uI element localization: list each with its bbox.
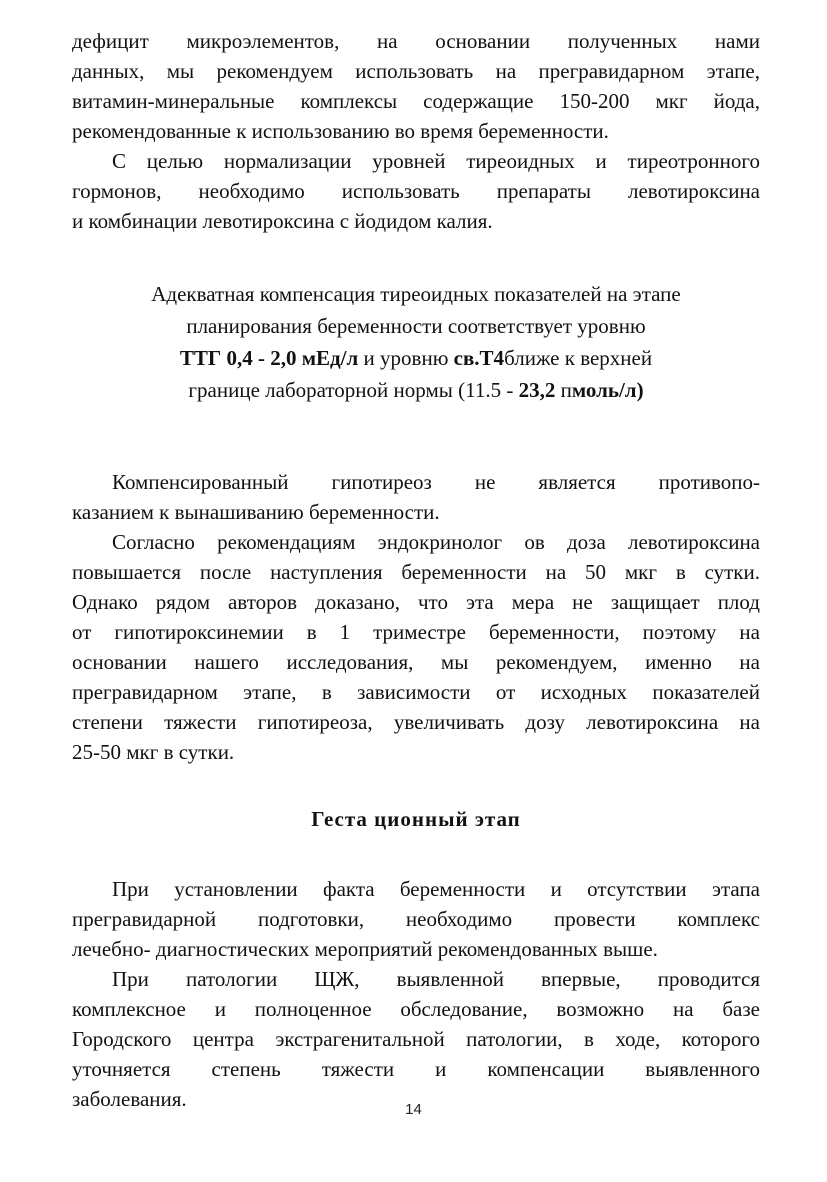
paragraph-line: рекомендованные к использованию во время беременности.	[72, 119, 609, 143]
paragraph-line: прегравидарном этапе, в зависимости от исходных показателей	[72, 680, 760, 704]
highlight-line	[72, 342, 760, 374]
text-block-top	[72, 26, 760, 236]
highlight-line: планирования беременности соответствует уровню	[186, 314, 646, 338]
paragraph-line: основании нашего исследования, мы рекомендуем, именно на	[72, 650, 760, 674]
paragraph-line: Однако рядом авторов доказано, что эта мера не защищает плод	[72, 590, 760, 614]
ft4-unit: моль/л)	[571, 378, 644, 402]
section-heading: Геста ционный этап	[311, 807, 521, 831]
highlight-text: границе лабораторной нормы (11.5 -	[188, 378, 519, 402]
highlight-text: и уровню	[358, 346, 454, 370]
paragraph-line: заболевания.	[72, 1087, 187, 1111]
paragraph-line: Городского центра экстрагенитальной патологии, в ходе, которого	[72, 1027, 760, 1051]
paragraph-line: степени тяжести гипотиреоза, увеличивать дозу левотироксина на	[72, 710, 760, 734]
paragraph-line: гормонов, необходимо использовать препараты левотироксина	[72, 179, 760, 203]
paragraph-line: повышается после наступления беременности на 50 мкг в сутки.	[72, 560, 760, 584]
highlight-line: Адекватная компенсация тиреоидных показателей на этапе	[151, 282, 681, 306]
highlight-block	[72, 278, 760, 406]
paragraph-line: При патологии ЩЖ, выявленной впервые, проводится	[112, 967, 760, 991]
paragraph-line: витамин-минеральные комплексы содержащие 150-200 мкг йода,	[72, 89, 760, 113]
paragraph-line: лечебно- диагностических мероприятий рекомендованных выше.	[72, 937, 658, 961]
paragraph-line: При установлении факта беременности и отсутствии этапа	[112, 877, 760, 901]
tsh-range: ТТГ 0,4 - 2,0 мЕд/л	[179, 346, 359, 370]
paragraph-line: С целью нормализации уровней тиреоидных и тиреотронного	[112, 149, 760, 173]
document-page	[72, 26, 760, 1114]
text-block-middle	[72, 467, 760, 767]
ft4-upper-value: 23,2	[518, 378, 556, 402]
paragraph-line: от гипотироксинемии в 1 триместре беременности, поэтому на	[72, 620, 760, 644]
paragraph-line: казанием к вынашиванию беременности.	[72, 500, 440, 524]
highlight-text: ближе к верхней	[504, 346, 653, 370]
paragraph-line: Компенсированный гипотиреоз не является противопо-	[112, 470, 760, 494]
paragraph-line: 25-50 мкг в сутки.	[72, 740, 235, 764]
highlight-line	[72, 374, 760, 406]
page-number: 14	[405, 1101, 422, 1118]
ft4-label: св.Т4	[453, 346, 505, 370]
paragraph-line: Согласно рекомендациям эндокринолог ов доза левотироксина	[112, 530, 760, 554]
paragraph-line: данных, мы рекомендуем использовать на прегравидарном этапе,	[72, 59, 760, 83]
text-block-bottom	[72, 874, 760, 1114]
highlight-text: п	[555, 378, 572, 402]
paragraph-line: дефицит микроэлементов, на основании полученных нами	[72, 29, 760, 53]
paragraph-line: комплексное и полноценное обследование, возможно на базе	[72, 997, 760, 1021]
paragraph-line: уточняется степень тяжести и компенсации выявленного	[72, 1057, 760, 1081]
paragraph-line: прегравидарной подготовки, необходимо провести комплекс	[72, 907, 760, 931]
paragraph-line: и комбинации левотироксина с йодидом калия.	[72, 209, 493, 233]
